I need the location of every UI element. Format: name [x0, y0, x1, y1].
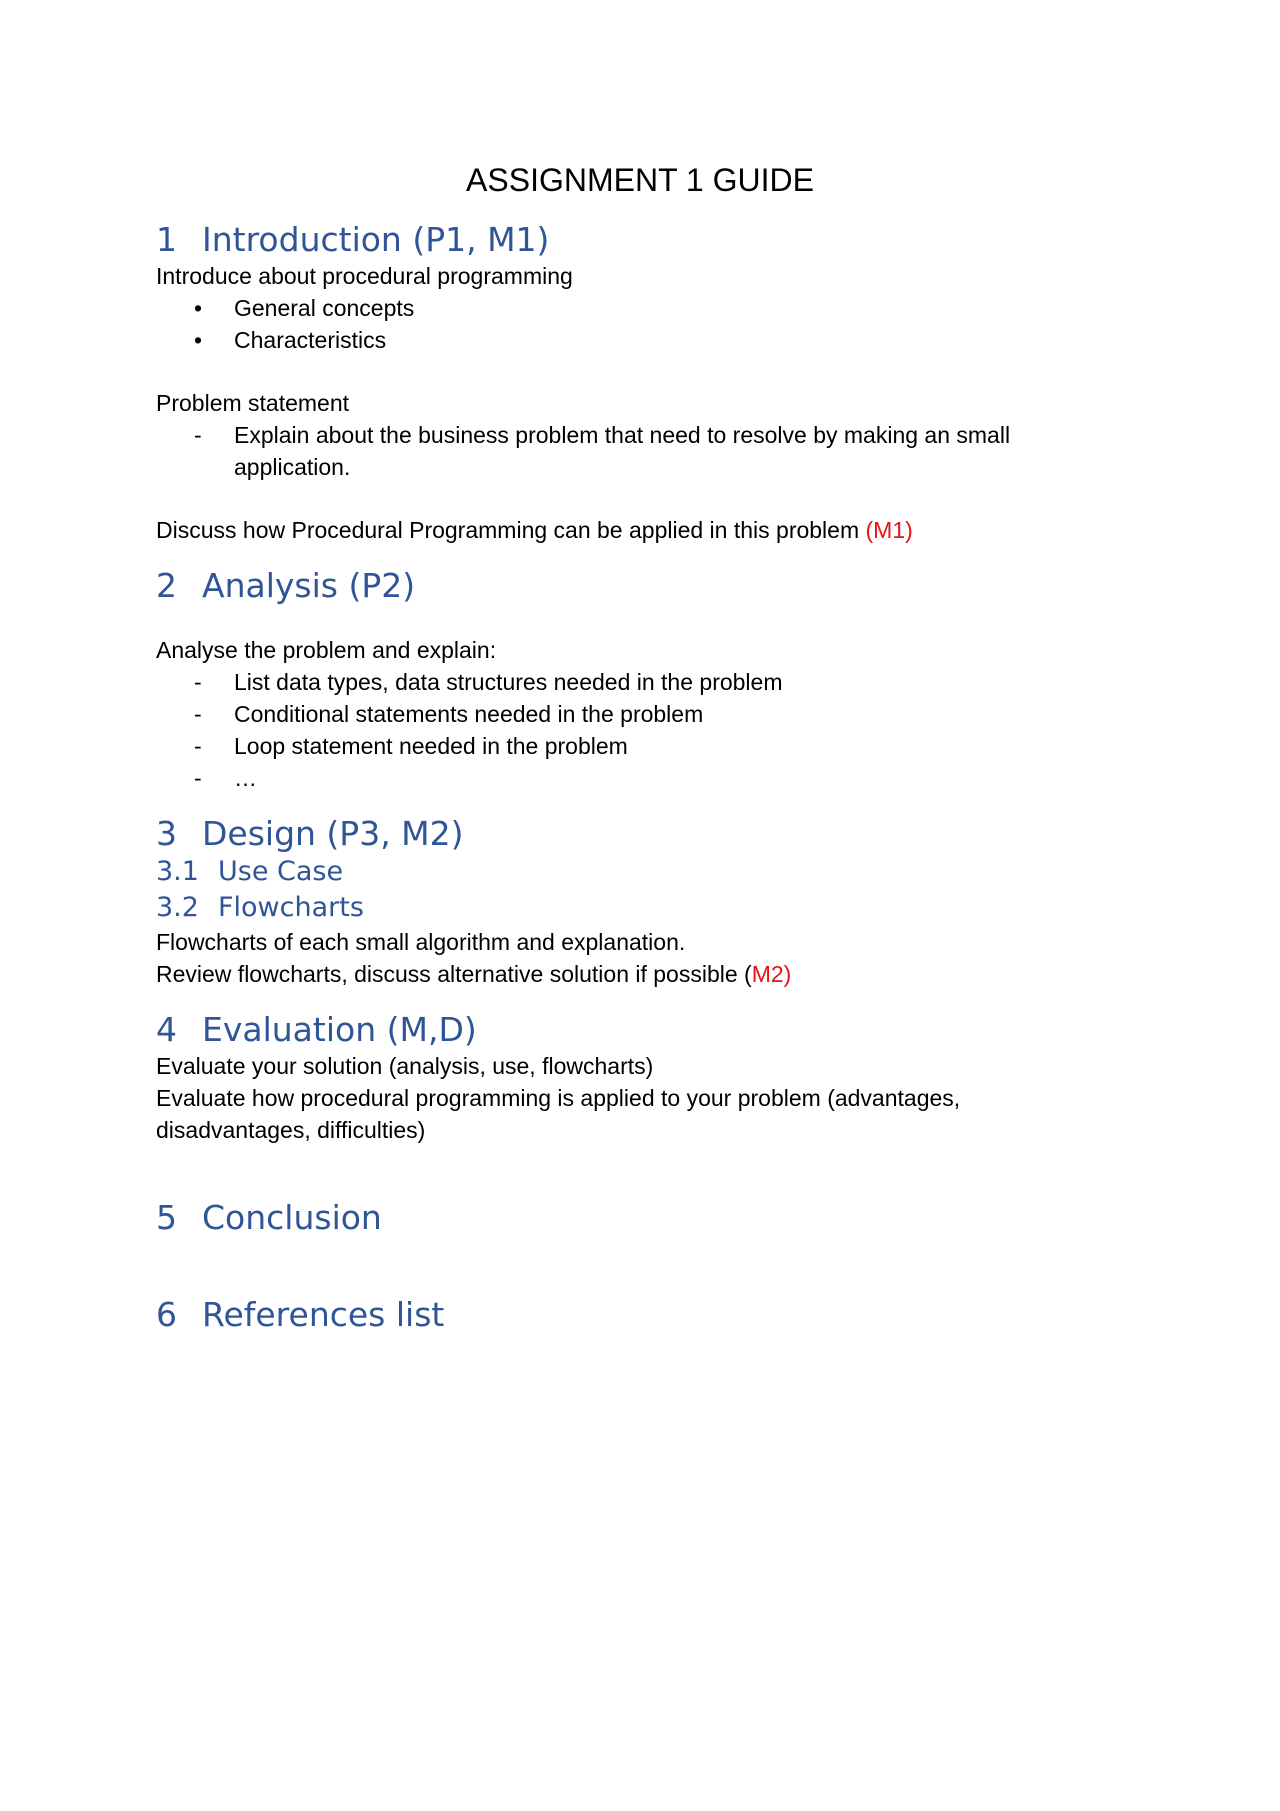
list-item-text: Explain about the business problem that need to resolve by making an small application.: [234, 422, 1011, 480]
list-item: [156, 666, 1056, 698]
problem-dash-list: [156, 419, 1056, 483]
heading-number: 1: [156, 220, 177, 259]
list-item-text: General concepts: [234, 295, 415, 321]
list-item: [156, 292, 1056, 324]
heading-number: 4: [156, 1010, 177, 1049]
heading-text: References list: [202, 1295, 445, 1334]
subheading-number: 3.1: [156, 856, 199, 887]
bullet-marker: •: [194, 327, 203, 353]
heading-conclusion: [156, 1198, 1056, 1238]
heading-analysis: [156, 566, 1056, 606]
intro-paragraph: Introduce about procedural programming: [156, 263, 573, 289]
heading-evaluation: [156, 1010, 1056, 1050]
intro-bullet-list: [156, 292, 1056, 356]
analysis-dash-list: [156, 666, 1056, 794]
discuss-text: Discuss how Procedural Programming can be applied in this problem: [156, 517, 866, 543]
heading-number: 3: [156, 814, 177, 853]
subheading-text: Flowcharts: [218, 892, 364, 923]
subheading-number: 3.2: [156, 892, 199, 923]
list-item-text: Conditional statements needed in the problem: [234, 701, 704, 727]
evaluation-paragraph-2: Evaluate how procedural programming is applied to your problem (advantages, disadvantages, difficulties): [156, 1085, 961, 1143]
heading-text: Design (P3, M2): [202, 814, 464, 853]
document-title: ASSIGNMENT 1 GUIDE: [466, 162, 814, 198]
document-body: [156, 160, 1056, 1335]
criteria-tag: M2): [751, 961, 792, 987]
heading-text: Introduction (P1, M1): [202, 220, 550, 259]
list-item-text: …: [234, 765, 257, 791]
list-item-text: List data types, data structures needed in the problem: [234, 669, 783, 695]
review-text: Review flowcharts, discuss alternative solution if possible (: [156, 961, 752, 987]
evaluation-paragraph-1: Evaluate your solution (analysis, use, flowcharts): [156, 1053, 654, 1079]
analysis-intro: Analyse the problem and explain:: [156, 637, 497, 663]
dash-marker: -: [194, 701, 202, 727]
flowcharts-paragraph: Flowcharts of each small algorithm and explanation.: [156, 929, 686, 955]
heading-design: [156, 814, 1056, 854]
list-item: [156, 324, 1056, 356]
subheading-use-case: [156, 854, 1056, 890]
dash-marker: -: [194, 765, 202, 791]
review-paragraph: [156, 958, 1056, 990]
dash-marker: -: [194, 669, 202, 695]
dash-marker: -: [194, 422, 202, 448]
list-item: [156, 762, 1056, 794]
problem-statement-label: Problem statement: [156, 390, 350, 416]
subheading-text: Use Case: [218, 856, 344, 887]
bullet-marker: •: [194, 295, 203, 321]
heading-number: 5: [156, 1198, 177, 1237]
list-item: [156, 698, 1056, 730]
criteria-tag: (M1): [865, 517, 913, 543]
list-item-text: Loop statement needed in the problem: [234, 733, 628, 759]
heading-references: [156, 1295, 1056, 1335]
heading-number: 2: [156, 566, 177, 605]
list-item-text: Characteristics: [234, 327, 387, 353]
heading-number: 6: [156, 1295, 177, 1334]
heading-introduction: [156, 220, 1056, 260]
heading-text: Evaluation (M,D): [202, 1010, 477, 1049]
dash-marker: -: [194, 733, 202, 759]
subheading-flowcharts: [156, 890, 1056, 926]
heading-text: Analysis (P2): [202, 566, 416, 605]
heading-text: Conclusion: [202, 1198, 382, 1237]
list-item: [156, 419, 1056, 483]
list-item: [156, 730, 1056, 762]
discuss-paragraph: [156, 514, 1056, 546]
